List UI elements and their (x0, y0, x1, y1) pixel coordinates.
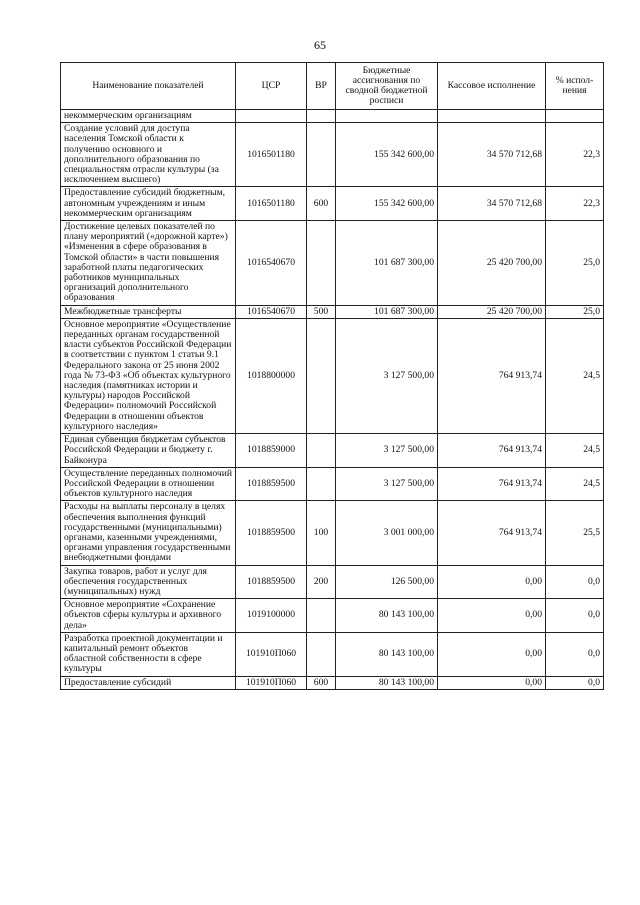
table-row (61, 221, 604, 306)
cell-name: Осуществление переданных полномочий Российской Федерации в отношении объектов культурного наследия (61, 467, 236, 501)
cell-csr: 101910П060 (236, 676, 307, 689)
table-row (61, 434, 604, 468)
table-header (61, 63, 604, 110)
cell-name: Достижение целевых показателей по плану мероприятий («дорожной карте») «Изменения в сфере образования в Томской области» в части повышения заработной платы педагогических работников муниципальных организаций дополнительного образования (61, 221, 236, 306)
cell-budget: 80 143 100,00 (336, 632, 438, 676)
cell-pct: 22,3 (546, 123, 604, 187)
cell-csr: 1018859500 (236, 565, 307, 599)
cell-pct: 24,5 (546, 318, 604, 433)
cell-vr (307, 632, 336, 676)
cell-name: Закупка товаров, работ и услуг для обеспечения государственных (муниципальных) нужд (61, 565, 236, 599)
cell-name: Межбюджетные трансферты (61, 305, 236, 318)
cell-pct: 24,5 (546, 434, 604, 468)
cell-vr (307, 221, 336, 306)
cell-cash: 34 570 712,68 (438, 123, 546, 187)
cell-budget: 3 001 000,00 (336, 501, 438, 565)
cell-csr: 1018800000 (236, 318, 307, 433)
cell-pct: 22,3 (546, 187, 604, 221)
cell-csr: 1018859500 (236, 467, 307, 501)
cell-vr (307, 318, 336, 433)
cell-budget: 80 143 100,00 (336, 599, 438, 633)
cell-cash (438, 110, 546, 123)
cell-cash: 764 913,74 (438, 434, 546, 468)
cell-pct: 25,0 (546, 221, 604, 306)
header-name: Наименование показателей (61, 63, 236, 110)
cell-vr: 600 (307, 676, 336, 689)
cell-cash: 25 420 700,00 (438, 305, 546, 318)
cell-cash: 25 420 700,00 (438, 221, 546, 306)
cell-csr (236, 110, 307, 123)
cell-name: Единая субвенция бюджетам субъектов Российской Федерации и бюджету г. Байконура (61, 434, 236, 468)
table-row (61, 676, 604, 689)
cell-csr: 1016501180 (236, 123, 307, 187)
cell-pct (546, 110, 604, 123)
table-row (61, 318, 604, 433)
cell-vr: 100 (307, 501, 336, 565)
cell-name: Разработка проектной документации и капитальный ремонт объектов областной собственности в сфере культуры (61, 632, 236, 676)
header-vr: ВР (307, 63, 336, 110)
cell-budget: 101 687 300,00 (336, 221, 438, 306)
cell-cash: 0,00 (438, 599, 546, 633)
cell-budget: 126 500,00 (336, 565, 438, 599)
cell-pct: 0,0 (546, 632, 604, 676)
cell-pct: 25,5 (546, 501, 604, 565)
cell-budget: 80 143 100,00 (336, 676, 438, 689)
cell-name: Расходы на выплаты персоналу в целях обеспечения выполнения функций государственными (муниципальными) органами, казенными учреждениями, органами управления государственными внебюджетными фондами (61, 501, 236, 565)
table-body (61, 110, 604, 690)
cell-csr: 1018859000 (236, 434, 307, 468)
cell-budget: 3 127 500,00 (336, 467, 438, 501)
cell-cash: 764 913,74 (438, 318, 546, 433)
cell-vr (307, 434, 336, 468)
cell-cash: 0,00 (438, 565, 546, 599)
cell-vr: 200 (307, 565, 336, 599)
cell-name: Основное мероприятие «Сохранение объектов сферы культуры и архивного дела» (61, 599, 236, 633)
header-cash: Кассовое исполнение (438, 63, 546, 110)
cell-pct: 25,0 (546, 305, 604, 318)
header-pct: % испол-нения (546, 63, 604, 110)
cell-cash: 764 913,74 (438, 467, 546, 501)
cell-cash: 0,00 (438, 632, 546, 676)
cell-budget: 155 342 600,00 (336, 187, 438, 221)
cell-budget: 3 127 500,00 (336, 318, 438, 433)
cell-csr: 1018859500 (236, 501, 307, 565)
page-number: 65 (314, 38, 326, 52)
cell-budget: 155 342 600,00 (336, 123, 438, 187)
cell-name: Предоставление субсидий (61, 676, 236, 689)
cell-pct: 0,0 (546, 565, 604, 599)
cell-csr: 101910П060 (236, 632, 307, 676)
table-row (61, 123, 604, 187)
cell-budget: 3 127 500,00 (336, 434, 438, 468)
cell-vr (307, 599, 336, 633)
cell-vr: 500 (307, 305, 336, 318)
cell-name: Основное мероприятие «Осуществление переданных органам государственной власти субъектов Российской Федерации в соответствии с пунктом 1 статьи 9.1 Федерального закона от 25 июня 2002 года № 73-ФЗ «Об объектах культурного наследия (памятниках истории и культуры) народов Российской Федерации» полномочий Российской Федерации в отношении объектов культурного наследия» (61, 318, 236, 433)
header-csr: ЦСР (236, 63, 307, 110)
header-budget: Бюджетные ассигнования по сводной бюджетной росписи (336, 63, 438, 110)
cell-csr: 1016540670 (236, 221, 307, 306)
cell-pct: 0,0 (546, 599, 604, 633)
cell-budget (336, 110, 438, 123)
table-row (61, 305, 604, 318)
cell-csr: 1016501180 (236, 187, 307, 221)
table-row (61, 110, 604, 123)
budget-table (60, 62, 604, 690)
cell-name: некоммерческим организациям (61, 110, 236, 123)
table-row (61, 187, 604, 221)
cell-name: Создание условий для доступа населения Томской области к получению основного и дополнительного образования по специальностям отрасли культуры (за исключением высшего) (61, 123, 236, 187)
cell-vr (307, 467, 336, 501)
table-row (61, 632, 604, 676)
cell-budget: 101 687 300,00 (336, 305, 438, 318)
cell-pct: 0,0 (546, 676, 604, 689)
cell-vr: 600 (307, 187, 336, 221)
table-row (61, 501, 604, 565)
table-row (61, 599, 604, 633)
cell-csr: 1016540670 (236, 305, 307, 318)
table-row (61, 565, 604, 599)
header-row (61, 63, 604, 110)
cell-pct: 24,5 (546, 467, 604, 501)
cell-cash: 0,00 (438, 676, 546, 689)
cell-name: Предоставление субсидий бюджетным, автономным учреждениям и иным некоммерческим организациям (61, 187, 236, 221)
table-row (61, 467, 604, 501)
cell-csr: 1019100000 (236, 599, 307, 633)
cell-cash: 764 913,74 (438, 501, 546, 565)
cell-vr (307, 123, 336, 187)
cell-cash: 34 570 712,68 (438, 187, 546, 221)
cell-vr (307, 110, 336, 123)
